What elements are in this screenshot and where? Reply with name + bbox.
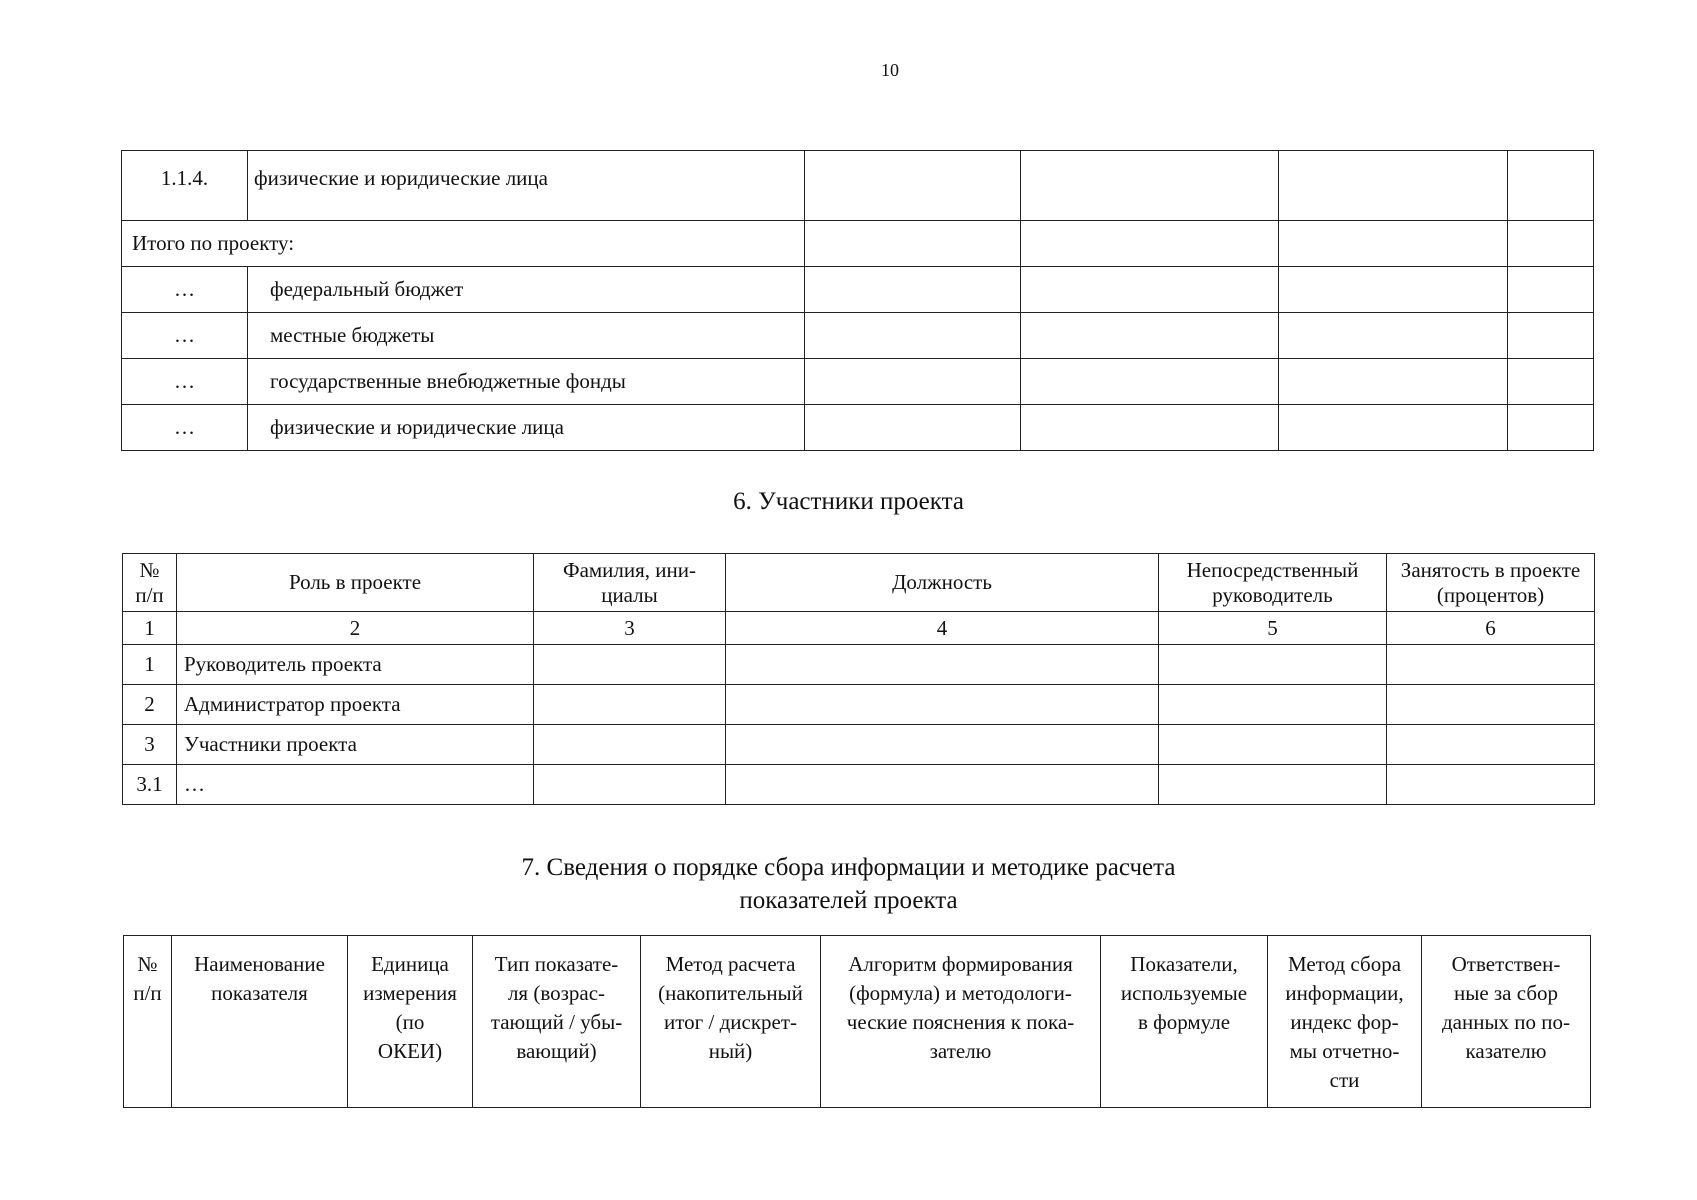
value-cell [1279, 221, 1508, 267]
header-row [123, 554, 1595, 612]
header-line: Метод сбора [1287, 952, 1402, 976]
header-position: Должность [726, 554, 1159, 612]
header-line: итог / дискрет- [663, 1009, 798, 1034]
value-cell [1159, 685, 1387, 725]
value-cell [805, 405, 1021, 451]
value-cell [1021, 313, 1279, 359]
value-cell [1279, 151, 1508, 221]
header-line: п/п [135, 582, 164, 607]
value-cell [1021, 359, 1279, 405]
value-cell [805, 267, 1021, 313]
header-line: № [139, 558, 160, 583]
column-number: 1 [123, 612, 177, 645]
table-row [122, 221, 1594, 267]
role-cell: … [177, 765, 534, 805]
header-line: Наименование [194, 952, 325, 976]
header-line: сти [1329, 1067, 1360, 1092]
header-line: Показатели, [1130, 952, 1238, 976]
value-cell [1387, 645, 1595, 685]
header-line: (накопительный [658, 980, 803, 1005]
header-manager [1159, 554, 1387, 612]
header-line: казателю [1465, 1038, 1547, 1063]
header-collection-method [1268, 936, 1422, 1108]
value-cell [1508, 405, 1594, 451]
value-cell [726, 685, 1159, 725]
table-row [123, 685, 1595, 725]
header-formula-indicators [1101, 936, 1268, 1108]
header-line: ческие пояснения к пока- [846, 1009, 1075, 1034]
value-cell [805, 151, 1021, 221]
row-number: 1 [123, 645, 177, 685]
value-cell [534, 645, 726, 685]
column-number: 6 [1387, 612, 1595, 645]
value-cell [1021, 267, 1279, 313]
row-label: местные бюджеты [248, 313, 805, 359]
row-number: 1.1.4. [122, 151, 248, 221]
header-line: тающий / убы- [490, 1009, 623, 1034]
row-label: федеральный бюджет [248, 267, 805, 313]
row-number: 3.1 [123, 765, 177, 805]
table-row [122, 313, 1594, 359]
header-line: ля (возрас- [507, 980, 606, 1005]
value-cell [1387, 725, 1595, 765]
table-row [123, 645, 1595, 685]
header-line: показателя [211, 980, 308, 1005]
row-number: … [122, 405, 248, 451]
column-number: 3 [534, 612, 726, 645]
row-number: … [122, 267, 248, 313]
header-line: индекс фор- [1290, 1009, 1399, 1034]
table-row [122, 267, 1594, 313]
table-row [122, 151, 1594, 221]
header-line: ОКЕИ) [377, 1038, 443, 1063]
header-calc-method [641, 936, 821, 1108]
header-line: в формуле [1137, 1009, 1231, 1034]
value-cell [1021, 405, 1279, 451]
column-number-row [123, 612, 1595, 645]
role-cell: Участники проекта [177, 725, 534, 765]
table-row [122, 359, 1594, 405]
value-cell [1279, 359, 1508, 405]
header-line: измерения [363, 980, 457, 1005]
finance-table [121, 150, 1594, 451]
header-line: руководитель [1212, 582, 1333, 607]
header-line: циалы [601, 582, 658, 607]
column-number: 4 [726, 612, 1159, 645]
header-line: вающий) [516, 1038, 597, 1063]
header-num [123, 554, 177, 612]
header-line: зателю [929, 1038, 992, 1063]
row-number: … [122, 359, 248, 405]
header-line: ные за сбор [1453, 980, 1559, 1005]
header-line: Единица [371, 952, 449, 976]
value-cell [1159, 645, 1387, 685]
value-cell [805, 359, 1021, 405]
value-cell [1508, 313, 1594, 359]
value-cell [534, 685, 726, 725]
value-cell [1279, 267, 1508, 313]
header-algorithm [821, 936, 1101, 1108]
value-cell [1021, 221, 1279, 267]
header-indicator-name [172, 936, 348, 1108]
methodology-table [123, 935, 1591, 1108]
value-cell [1279, 405, 1508, 451]
header-surname [534, 554, 726, 612]
header-line: мы отчетно- [1289, 1038, 1400, 1063]
section-7-title-line: показателей проекта [739, 887, 958, 914]
value-cell [1508, 151, 1594, 221]
role-cell: Руководитель проекта [177, 645, 534, 685]
total-label: Итого по проекту: [122, 221, 805, 267]
header-line: Алгоритм формирования [848, 952, 1073, 976]
value-cell [726, 725, 1159, 765]
column-number: 2 [177, 612, 534, 645]
header-unit [348, 936, 473, 1108]
row-number: 3 [123, 725, 177, 765]
section-6-title: 6. Участники проекта [733, 488, 964, 515]
section-7-title [0, 851, 1697, 917]
value-cell [1159, 765, 1387, 805]
value-cell [805, 221, 1021, 267]
value-cell [805, 313, 1021, 359]
value-cell [1387, 685, 1595, 725]
page-number: 10 [881, 60, 899, 80]
header-line: данных по по- [1441, 1009, 1571, 1034]
header-line: ный) [708, 1038, 753, 1063]
header-line: Тип показате- [494, 952, 619, 976]
header-num [124, 936, 172, 1108]
value-cell [1387, 765, 1595, 805]
header-line: Фамилия, ини- [562, 558, 697, 583]
header-line: (процентов) [1436, 582, 1545, 607]
value-cell [1279, 313, 1508, 359]
header-employment [1387, 554, 1595, 612]
header-row [124, 936, 1591, 1108]
value-cell [1508, 359, 1594, 405]
header-role: Роль в проекте [177, 554, 534, 612]
row-number: … [122, 313, 248, 359]
role-cell: Администратор проекта [177, 685, 534, 725]
value-cell [1021, 151, 1279, 221]
header-line: информации, [1285, 980, 1404, 1005]
header-line: (по [395, 1009, 425, 1034]
header-line: используемые [1120, 980, 1248, 1005]
header-indicator-type [473, 936, 641, 1108]
header-line: Метод расчета [665, 952, 796, 976]
table-row [123, 765, 1595, 805]
header-line: п/п [133, 980, 162, 1005]
value-cell [1508, 267, 1594, 313]
value-cell [534, 725, 726, 765]
header-responsible [1422, 936, 1591, 1108]
section-7-title-line: 7. Сведения о порядке сбора информации и методике расчета [521, 854, 1176, 881]
value-cell [534, 765, 726, 805]
header-line: (формула) и методологи- [849, 980, 1072, 1005]
header-line: Ответствен- [1451, 952, 1561, 976]
value-cell [726, 765, 1159, 805]
value-cell [1159, 725, 1387, 765]
row-label: государственные внебюджетные фонды [248, 359, 805, 405]
table-row [123, 725, 1595, 765]
row-label: физические и юридические лица [248, 405, 805, 451]
table-row [122, 405, 1594, 451]
value-cell [1508, 221, 1594, 267]
header-line: Непосредственный [1186, 558, 1359, 583]
participants-table [122, 553, 1595, 805]
header-line: Занятость в проекте [1400, 558, 1581, 583]
value-cell [726, 645, 1159, 685]
row-number: 2 [123, 685, 177, 725]
header-line: № [137, 952, 158, 976]
row-label: физические и юридические лица [248, 151, 805, 221]
column-number: 5 [1159, 612, 1387, 645]
